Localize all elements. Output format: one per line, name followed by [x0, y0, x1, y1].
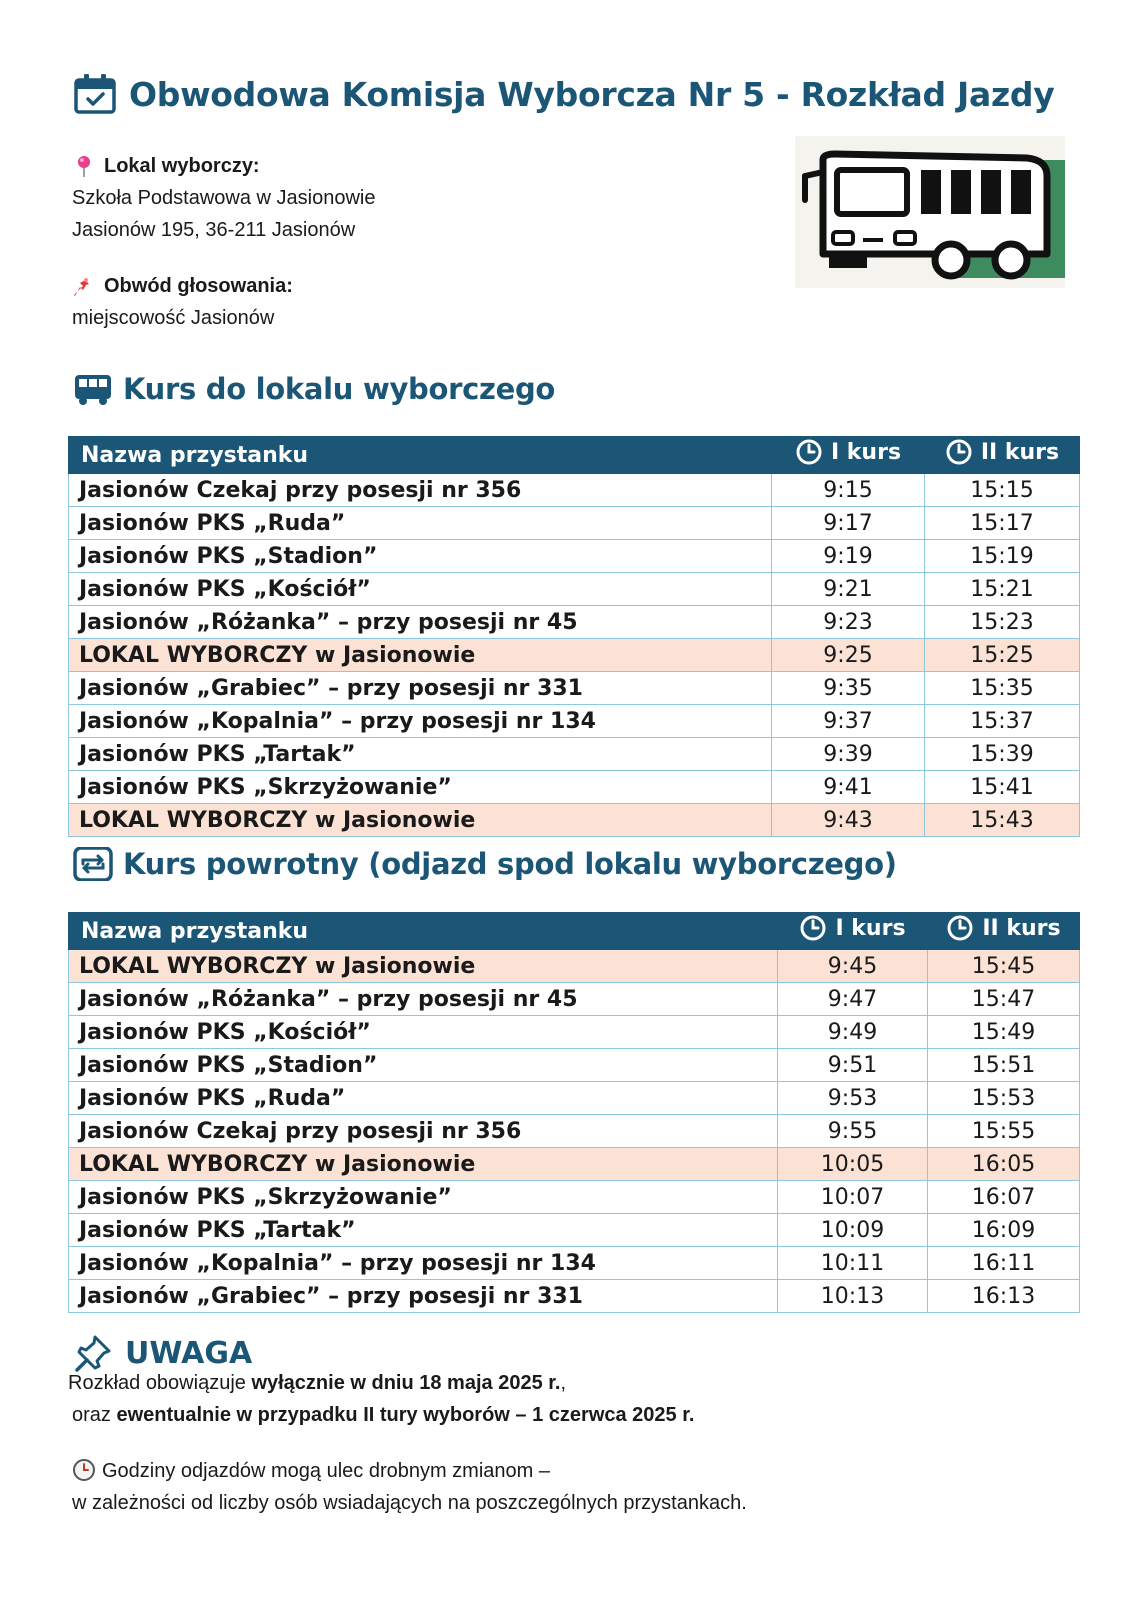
table-row: [69, 1049, 1080, 1082]
run2-time: 15:43: [925, 804, 1080, 837]
column-header-stop: Nazwa przystanku: [69, 913, 778, 950]
run2-time: 15:35: [925, 672, 1080, 705]
stop-name: Jasionów PKS „Stadion”: [69, 1049, 778, 1082]
run1-time: 9:49: [778, 1016, 928, 1049]
column-header-run1: I kurs: [772, 437, 925, 474]
stop-name: Jasionów PKS „Kościół”: [69, 573, 772, 606]
run2-time: 15:45: [928, 950, 1080, 983]
table-row: [69, 771, 1080, 804]
bus-icon: [795, 136, 1065, 288]
column-header-stop: Nazwa przystanku: [69, 437, 772, 474]
section-outbound-heading: [73, 372, 555, 406]
stop-name: Jasionów „Grabiec” – przy posesji nr 331: [69, 672, 772, 705]
outbound-schedule-table: [68, 436, 1080, 837]
run2-time: 15:23: [925, 606, 1080, 639]
stop-name: Jasionów „Grabiec” – przy posesji nr 331: [69, 1280, 778, 1313]
table-row: [69, 1082, 1080, 1115]
run1-time: 9:41: [772, 771, 925, 804]
repeat-icon: [73, 847, 113, 881]
run2-time: 15:19: [925, 540, 1080, 573]
run2-time: 15:21: [925, 573, 1080, 606]
stop-name: Jasionów „Różanka” – przy posesji nr 45: [69, 983, 778, 1016]
notice-text-dates: Rozkład obowiązuje wyłącznie w dniu 18 maja 2025 r., oraz ewentualnie w przypadku II tury wyborów – 1 czerwca 2025 r.: [68, 1372, 695, 1426]
table-row-polling-station: [69, 804, 1080, 837]
table-row: [69, 1280, 1080, 1313]
table-row: [69, 1016, 1080, 1049]
stop-name: Jasionów Czekaj przy posesji nr 356: [69, 1115, 778, 1148]
stop-name: Jasionów „Kopalnia” – przy posesji nr 134: [69, 705, 772, 738]
district-label: Obwód głosowania:: [104, 275, 293, 297]
section-return-title: Kurs powrotny (odjazd spod lokalu wyborczego): [123, 847, 897, 881]
table-row: [69, 540, 1080, 573]
section-outbound-title: Kurs do lokalu wyborczego: [123, 372, 556, 406]
section-return-heading: [73, 847, 897, 881]
column-header-run1: I kurs: [778, 913, 928, 950]
table-row: [69, 1181, 1080, 1214]
run1-time: 10:13: [778, 1280, 928, 1313]
run1-time: 9:21: [772, 573, 925, 606]
table-header-row: [69, 437, 1080, 474]
stop-name: LOKAL WYBORCZY w Jasionowie: [69, 639, 772, 672]
column-header-run2: II kurs: [928, 913, 1080, 950]
run1-time: 9:37: [772, 705, 925, 738]
stop-name: Jasionów Czekaj przy posesji nr 356: [69, 474, 772, 507]
run1-time: 9:51: [778, 1049, 928, 1082]
stop-name: Jasionów PKS „Skrzyżowanie”: [69, 1181, 778, 1214]
stop-name: Jasionów „Kopalnia” – przy posesji nr 134: [69, 1247, 778, 1280]
table-row-polling-station: [69, 950, 1080, 983]
table-row-polling-station: [69, 1148, 1080, 1181]
run1-time: 9:17: [772, 507, 925, 540]
clock-icon: [72, 1458, 96, 1482]
stop-name: Jasionów „Różanka” – przy posesji nr 45: [69, 606, 772, 639]
location-label: Lokal wyborczy:: [104, 155, 260, 177]
stop-name: LOKAL WYBORCZY w Jasionowie: [69, 950, 778, 983]
return-schedule-table: [68, 912, 1080, 1313]
clock-icon: [946, 914, 974, 942]
run2-time: 15:39: [925, 738, 1080, 771]
stop-name: Jasionów PKS „Kościół”: [69, 1016, 778, 1049]
table-row-polling-station: [69, 639, 1080, 672]
run2-time: 15:55: [928, 1115, 1080, 1148]
run2-time: 16:11: [928, 1247, 1080, 1280]
run1-time: 9:23: [772, 606, 925, 639]
voting-district: [72, 270, 293, 334]
run2-time: 16:07: [928, 1181, 1080, 1214]
run2-time: 15:49: [928, 1016, 1080, 1049]
column-header-run2: II kurs: [925, 437, 1080, 474]
run1-time: 10:11: [778, 1247, 928, 1280]
stop-name: Jasionów PKS „Skrzyżowanie”: [69, 771, 772, 804]
run2-time: 16:09: [928, 1214, 1080, 1247]
table-row: [69, 606, 1080, 639]
location-name: Szkoła Podstawowa w Jasionowie: [72, 187, 376, 209]
run1-time: 9:53: [778, 1082, 928, 1115]
notice-text-changes: Godziny odjazdów mogą ulec drobnym zmianom – w zależności od liczby osób wsiadających na poszczególnych przystankach.: [72, 1460, 747, 1514]
run1-time: 9:55: [778, 1115, 928, 1148]
run1-time: 9:47: [778, 983, 928, 1016]
map-pin-icon: [72, 154, 96, 178]
run2-time: 15:25: [925, 639, 1080, 672]
clock-icon: [795, 438, 823, 466]
run2-time: 16:13: [928, 1280, 1080, 1313]
stop-name: LOKAL WYBORCZY w Jasionowie: [69, 804, 772, 837]
run2-time: 15:53: [928, 1082, 1080, 1115]
district-value: miejscowość Jasionów: [72, 307, 275, 329]
bus-front-icon: [73, 372, 113, 406]
stop-name: Jasionów PKS „Tartak”: [69, 738, 772, 771]
run1-time: 9:25: [772, 639, 925, 672]
run1-time: 9:19: [772, 540, 925, 573]
run2-time: 16:05: [928, 1148, 1080, 1181]
bus-illustration: [795, 136, 1065, 288]
table-row: [69, 507, 1080, 540]
clock-icon: [799, 914, 827, 942]
run1-time: 10:07: [778, 1181, 928, 1214]
table-header-row: [69, 913, 1080, 950]
table-row: [69, 573, 1080, 606]
polling-location: [72, 150, 376, 246]
run1-time: 9:43: [772, 804, 925, 837]
calendar-clipboard-icon: [73, 72, 117, 116]
table-row: [69, 983, 1080, 1016]
run1-time: 10:09: [778, 1214, 928, 1247]
table-row: [69, 1214, 1080, 1247]
run1-time: 9:39: [772, 738, 925, 771]
run1-time: 10:05: [778, 1148, 928, 1181]
run1-time: 9:15: [772, 474, 925, 507]
run2-time: 15:51: [928, 1049, 1080, 1082]
page-title: Obwodowa Komisja Wyborcza Nr 5 - Rozkład Jazdy: [129, 74, 1055, 114]
stop-name: LOKAL WYBORCZY w Jasionowie: [69, 1148, 778, 1181]
stop-name: Jasionów PKS „Ruda”: [69, 507, 772, 540]
table-row: [69, 738, 1080, 771]
pushpin-icon: [72, 274, 96, 298]
table-row: [69, 705, 1080, 738]
run2-time: 15:15: [925, 474, 1080, 507]
run1-time: 9:35: [772, 672, 925, 705]
stop-name: Jasionów PKS „Ruda”: [69, 1082, 778, 1115]
run2-time: 15:37: [925, 705, 1080, 738]
run2-time: 15:41: [925, 771, 1080, 804]
location-address: Jasionów 195, 36-211 Jasionów: [72, 219, 356, 241]
notice-title: UWAGA: [125, 1335, 253, 1371]
table-row: [69, 672, 1080, 705]
stop-name: Jasionów PKS „Tartak”: [69, 1214, 778, 1247]
stop-name: Jasionów PKS „Stadion”: [69, 540, 772, 573]
run2-time: 15:17: [925, 507, 1080, 540]
table-row: [69, 1115, 1080, 1148]
run2-time: 15:47: [928, 983, 1080, 1016]
table-row: [69, 1247, 1080, 1280]
table-row: [69, 474, 1080, 507]
run1-time: 9:45: [778, 950, 928, 983]
clock-icon: [945, 438, 973, 466]
page-header: [73, 72, 1054, 116]
